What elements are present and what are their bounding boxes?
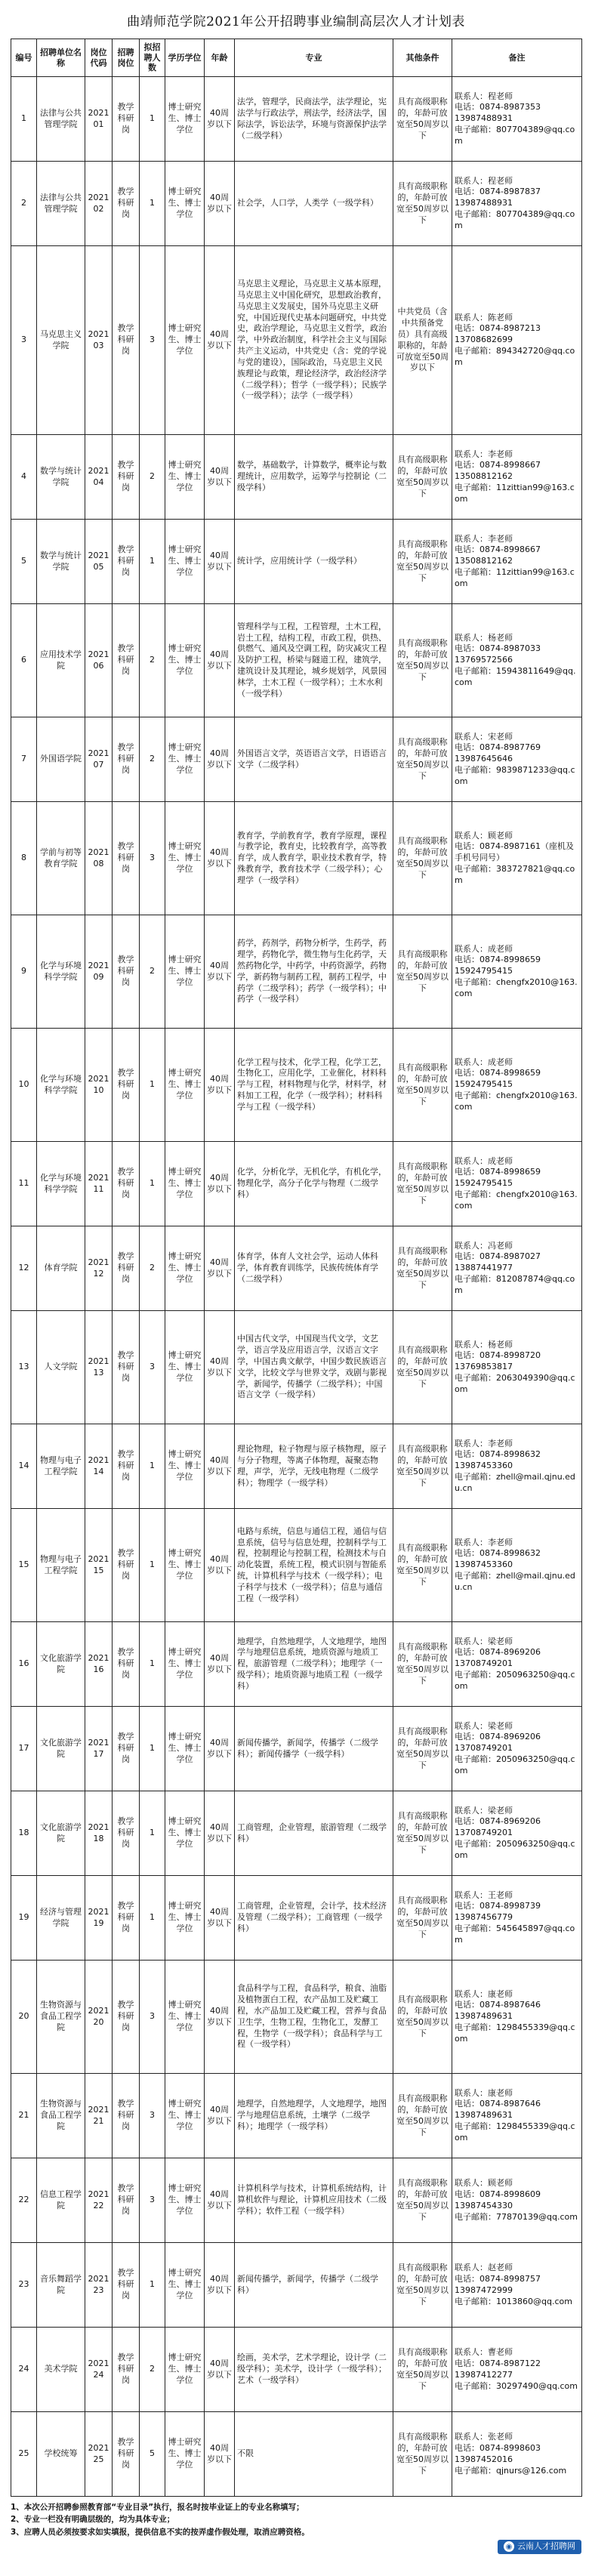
row-no: 11: [11, 1142, 37, 1226]
row-age: 40周岁以下: [205, 2328, 235, 2412]
row-major: 工商管理，企业管理，旅游管理（二级学科）: [235, 1791, 393, 1876]
row-unit: 化学与环境科学学院: [37, 1029, 85, 1142]
note-2: 2、专业一栏没有明确层级的，均为具体专业；: [11, 2515, 175, 2525]
row-code: 202104: [85, 435, 113, 520]
row-edu: 博士研究生、博士学位: [165, 802, 205, 915]
table-row: [11, 2243, 582, 2328]
row-contact: 联系人：李老师 电话：0874-8998667 13508812162 电子邮箱：11zittian99@163.com: [452, 520, 582, 604]
row-edu: 博士研究生、博士学位: [165, 1226, 205, 1311]
row-contact: 联系人：康老师 电话：0874-8987646 13987489631 电子邮箱：1298455339@qq.com: [452, 1961, 582, 2074]
table-row: [11, 162, 582, 246]
row-no: 22: [11, 2158, 37, 2243]
row-no: 12: [11, 1226, 37, 1311]
watermark-label: 云南人才招聘网: [517, 2541, 575, 2551]
row-age: 40周岁以下: [205, 1961, 235, 2074]
row-unit: 法律与公共管理学院: [37, 77, 85, 162]
row-major: 数学，基础数学，计算数学，概率论与数理统计，应用数学，运筹学与控制论（二级学科）: [235, 435, 393, 520]
row-unit: 文化旅游学院: [37, 1622, 85, 1707]
row-num: 3: [140, 246, 165, 435]
row-no: 23: [11, 2243, 37, 2328]
row-code: 202125: [85, 2412, 113, 2497]
table-row: [11, 1029, 582, 1142]
table-row: [11, 2074, 582, 2158]
row-post: 教学科研岗: [113, 1961, 140, 2074]
table-row: [11, 604, 582, 717]
row-edu: 博士研究生、博士学位: [165, 77, 205, 162]
row-no: 9: [11, 915, 37, 1029]
row-edu: 博士研究生、博士学位: [165, 1424, 205, 1509]
row-age: 40周岁以下: [205, 2412, 235, 2497]
row-other: 具有高级职称的，年龄可放宽至50周岁以下: [393, 2412, 452, 2497]
table-row: [11, 1142, 582, 1226]
row-major: 教育学，学前教育学，教育学原理，课程与教学论，教育史，比较教育学，高等教育学，成人教育学，职业技术教育学，特殊教育学，教育技术学（二级学科）；心理学（一级学科）: [235, 802, 393, 915]
note-1: 1、本次公开招聘参照教育部“专业目录”执行，报名时按毕业证上的专业名称填写；: [11, 2503, 304, 2513]
row-other: 具有高级职称的，年龄可放宽至50周岁以下: [393, 1961, 452, 2074]
row-major: 化学，分析化学，无机化学，有机化学，物理化学，高分子化学与物理（二级学科）: [235, 1142, 393, 1226]
row-unit: 化学与环境科学学院: [37, 1142, 85, 1226]
row-other: 具有高级职称的，年龄可放宽至50周岁以下: [393, 435, 452, 520]
row-code: 202103: [85, 246, 113, 435]
row-num: 2: [140, 717, 165, 802]
row-edu: 博士研究生、博士学位: [165, 162, 205, 246]
row-no: 3: [11, 246, 37, 435]
row-unit: 美术学院: [37, 2328, 85, 2412]
row-age: 40周岁以下: [205, 1876, 235, 1961]
row-age: 40周岁以下: [205, 435, 235, 520]
row-no: 1: [11, 77, 37, 162]
row-post: 教学科研岗: [113, 77, 140, 162]
table-row: [11, 1226, 582, 1311]
row-post: 教学科研岗: [113, 1311, 140, 1424]
row-edu: 博士研究生、博士学位: [165, 246, 205, 435]
row-edu: 博士研究生、博士学位: [165, 2328, 205, 2412]
row-age: 40周岁以下: [205, 717, 235, 802]
row-contact: 联系人：杨老师 电话：0874-8998720 13769853817 电子邮箱：2063049390@qq.com: [452, 1311, 582, 1424]
row-unit: 学校统筹: [37, 2412, 85, 2497]
table-row: [11, 1791, 582, 1876]
row-unit: 数学与统计学院: [37, 520, 85, 604]
row-num: 2: [140, 1226, 165, 1311]
row-age: 40周岁以下: [205, 604, 235, 717]
row-unit: 应用技术学院: [37, 604, 85, 717]
row-no: 5: [11, 520, 37, 604]
row-other: 具有高级职称的，年龄可放宽至50周岁以下: [393, 1622, 452, 1707]
row-code: 202124: [85, 2328, 113, 2412]
row-edu: 博士研究生、博士学位: [165, 435, 205, 520]
row-post: 教学科研岗: [113, 246, 140, 435]
row-unit: 音乐舞蹈学院: [37, 2243, 85, 2328]
row-num: 1: [140, 162, 165, 246]
table-row: [11, 246, 582, 435]
header-post: 招聘岗位: [113, 39, 140, 76]
row-num: 2: [140, 915, 165, 1029]
row-post: 教学科研岗: [113, 2243, 140, 2328]
row-code: 202119: [85, 1876, 113, 1961]
row-other: 具有高级职称的，年龄可放宽至50周岁以下: [393, 162, 452, 246]
row-num: 1: [140, 1509, 165, 1622]
row-age: 40周岁以下: [205, 1791, 235, 1876]
row-age: 40周岁以下: [205, 1707, 235, 1791]
row-age: 40周岁以下: [205, 246, 235, 435]
header-major: 专业: [235, 39, 393, 76]
row-no: 21: [11, 2074, 37, 2158]
row-major: 法学，管理学，民商法学，法学理论，宪法学与行政法学，刑法学，经济法学，国际法学，诉讼法学，环境与资源保护法学（二级学科）: [235, 77, 393, 162]
row-unit: 文化旅游学院: [37, 1791, 85, 1876]
row-no: 4: [11, 435, 37, 520]
row-contact: 联系人：赵老师 电话：0874-8998757 13987472999 电子邮箱：1013860@qq.com: [452, 2243, 582, 2328]
table-row: [11, 1424, 582, 1509]
table-header-row: [11, 39, 582, 76]
row-code: 202120: [85, 1961, 113, 2074]
row-edu: 博士研究生、博士学位: [165, 2243, 205, 2328]
header-unit: 招聘单位名称: [37, 39, 85, 76]
row-major: 地理学，自然地理学，人文地理学，地图学与地理信息系统，土壤学（二级学科）；地理学（一级学科）: [235, 2074, 393, 2158]
row-unit: 生物资源与食品工程学院: [37, 1961, 85, 2074]
row-other: 具有高级职称的，年龄可放宽至50周岁以下: [393, 1876, 452, 1961]
row-major: 计算机科学与技术，计算机系统结构，计算机软件与理论，计算机应用技术（二级学科）；软件工程（一级学科）: [235, 2158, 393, 2243]
header-other: 其他条件: [393, 39, 452, 76]
row-edu: 博士研究生、博士学位: [165, 1142, 205, 1226]
row-num: 3: [140, 802, 165, 915]
row-post: 教学科研岗: [113, 1029, 140, 1142]
row-contact: 联系人：成老师 电话：0874-8998659 15924795415 电子邮箱：chengfx2010@163.com: [452, 1142, 582, 1226]
row-major: 管理科学与工程，工程管理，土木工程，岩土工程，结构工程，市政工程，供热、供燃气、通风及空调工程，防灾减灾工程及防护工程，桥梁与隧道工程，建筑学，建筑设计及其理论，城乡规划学，风景园林学，土木工程（一级学科）；土木水利（一级学科）: [235, 604, 393, 717]
row-age: 40周岁以下: [205, 2158, 235, 2243]
row-unit: 法律与公共管理学院: [37, 162, 85, 246]
row-no: 10: [11, 1029, 37, 1142]
row-code: 202106: [85, 604, 113, 717]
row-no: 14: [11, 1424, 37, 1509]
row-post: 教学科研岗: [113, 2412, 140, 2497]
row-contact: 联系人：陈老师 电话：0874-8987213 13708682699 电子邮箱：894342720@qq.com: [452, 246, 582, 435]
table-row: [11, 717, 582, 802]
table-row: [11, 915, 582, 1029]
row-contact: 联系人：冯老师 电话：0874-8987027 13887441977 电子邮箱：812087874@qq.com: [452, 1226, 582, 1311]
row-major: 不限: [235, 2412, 393, 2497]
row-post: 教学科研岗: [113, 1876, 140, 1961]
row-post: 教学科研岗: [113, 802, 140, 915]
row-contact: 联系人：成老师 电话：0874-8998659 15924795415 电子邮箱：chengfx2010@163.com: [452, 915, 582, 1029]
header-contact: 备注: [452, 39, 582, 76]
row-code: 202109: [85, 915, 113, 1029]
row-no: 8: [11, 802, 37, 915]
row-edu: 博士研究生、博士学位: [165, 520, 205, 604]
row-post: 教学科研岗: [113, 1424, 140, 1509]
row-no: 17: [11, 1707, 37, 1791]
row-age: 40周岁以下: [205, 162, 235, 246]
row-age: 40周岁以下: [205, 802, 235, 915]
table-row: [11, 2158, 582, 2243]
header-no: 编号: [11, 39, 37, 76]
row-major: 化学工程与技术，化学工程，化学工艺，生物化工，应用化学，工业催化，材料科学与工程，材料物理与化学，材料学，材料加工工程，化学（一级学科）；材料科学与工程（一级学科）: [235, 1029, 393, 1142]
row-unit: 信息工程学院: [37, 2158, 85, 2243]
row-other: 具有高级职称的，年龄可放宽至50周岁以下: [393, 77, 452, 162]
row-num: 3: [140, 2158, 165, 2243]
row-edu: 博士研究生、博士学位: [165, 1707, 205, 1791]
row-major: 社会学，人口学，人类学（一级学科）: [235, 162, 393, 246]
row-code: 202116: [85, 1622, 113, 1707]
row-no: 25: [11, 2412, 37, 2497]
wechat-icon: ◉: [504, 2541, 514, 2552]
row-post: 教学科研岗: [113, 1791, 140, 1876]
row-other: 具有高级职称的，年龄可放宽至50周岁以下: [393, 2158, 452, 2243]
row-post: 教学科研岗: [113, 915, 140, 1029]
row-num: 3: [140, 1961, 165, 2074]
row-code: 202102: [85, 162, 113, 246]
row-major: 体育学，体育人文社会学，运动人体科学，体育教育训练学，民族传统体育学（二级学科）: [235, 1226, 393, 1311]
row-no: 18: [11, 1791, 37, 1876]
row-contact: 联系人：梁老师 电话：0874-8969206 13708749201 电子邮箱：2050963250@qq.com: [452, 1622, 582, 1707]
watermark: [498, 2540, 581, 2554]
row-no: 7: [11, 717, 37, 802]
row-code: 202115: [85, 1509, 113, 1622]
header-age: 年龄: [205, 39, 235, 76]
header-code: 岗位代码: [85, 39, 113, 76]
row-major: 新闻传播学，新闻学，传播学（二级学科）；新闻传播学（一级学科）: [235, 1707, 393, 1791]
table-row: [11, 2412, 582, 2497]
note-3: 3、应聘人员必须按要求如实填报，提供信息不实的按弄虚作假处理，取消应聘资格。: [11, 2527, 310, 2537]
row-no: 6: [11, 604, 37, 717]
row-unit: 文化旅游学院: [37, 1707, 85, 1791]
row-code: 202107: [85, 717, 113, 802]
row-code: 202101: [85, 77, 113, 162]
row-num: 1: [140, 1707, 165, 1791]
row-unit: 物理与电子工程学院: [37, 1509, 85, 1622]
row-code: 202108: [85, 802, 113, 915]
row-unit: 外国语学院: [37, 717, 85, 802]
row-post: 教学科研岗: [113, 2158, 140, 2243]
table-row: [11, 520, 582, 604]
row-code: 202113: [85, 1311, 113, 1424]
row-post: 教学科研岗: [113, 162, 140, 246]
table-row: [11, 1961, 582, 2074]
row-major: 食品科学与工程，食品科学，粮食、油脂及植物蛋白工程，农产品加工及贮藏工程，水产品加工及贮藏工程，营养与食品卫生学，生物工程，生物化工，发酵工程，生物学（一级学科）；食品科学与工程（一级学科）: [235, 1961, 393, 2074]
row-no: 15: [11, 1509, 37, 1622]
row-edu: 博士研究生、博士学位: [165, 1029, 205, 1142]
row-major: 理论物理，粒子物理与原子核物理，原子与分子物理，等离子体物理，凝聚态物理，声学，光学，无线电物理（二级学科）；物理学（一级学科）: [235, 1424, 393, 1509]
row-num: 1: [140, 1876, 165, 1961]
row-num: 5: [140, 2412, 165, 2497]
row-contact: 联系人：顾老师 电话：0874-8987161（座机及手机号同号） 电子邮箱：383727821@qq.com: [452, 802, 582, 915]
row-other: 具有高级职称的，年龄可放宽至50周岁以下: [393, 1707, 452, 1791]
row-contact: 联系人：李老师 电话：0874-8998632 13987453360 电子邮箱：zhell@mail.qjnu.edu.cn: [452, 1424, 582, 1509]
row-contact: 联系人：杨老师 电话：0874-8987033 13769572566 电子邮箱：15943811649@qq.com: [452, 604, 582, 717]
row-major: 外国语言文学，英语语言文学，日语语言文学（二级学科）: [235, 717, 393, 802]
row-post: 教学科研岗: [113, 520, 140, 604]
row-other: 具有高级职称的，年龄可放宽至50周岁以下: [393, 1791, 452, 1876]
table-row: [11, 1622, 582, 1707]
row-other: 具有高级职称的，年龄可放宽至50周岁以下: [393, 1029, 452, 1142]
row-post: 教学科研岗: [113, 1509, 140, 1622]
row-major: 电路与系统，信息与通信工程，通信与信息系统，信号与信息处理，控制科学与工程，控制理论与控制工程，检测技术与自动化装置，系统工程，模式识别与智能系统，计算机科学与技术（一级学科）；电子科学与技术（一级学科）；信息与通信工程（一级学科）: [235, 1509, 393, 1622]
row-no: 24: [11, 2328, 37, 2412]
row-age: 40周岁以下: [205, 1311, 235, 1424]
row-other: 具有高级职称的，年龄可放宽至50周岁以下: [393, 1509, 452, 1622]
row-other: 具有高级职称的，年龄可放宽至50周岁以下: [393, 1424, 452, 1509]
row-contact: 联系人：程老师 电话：0874-8987353 13987488931 电子邮箱：807704389@qq.com: [452, 77, 582, 162]
row-no: 16: [11, 1622, 37, 1707]
row-post: 教学科研岗: [113, 2074, 140, 2158]
row-code: 202117: [85, 1707, 113, 1791]
row-unit: 学前与初等教育学院: [37, 802, 85, 915]
row-code: 202105: [85, 520, 113, 604]
row-num: 1: [140, 1622, 165, 1707]
row-code: 202123: [85, 2243, 113, 2328]
row-major: 新闻传播学，新闻学，传播学（二级学科）: [235, 2243, 393, 2328]
row-age: 40周岁以下: [205, 1509, 235, 1622]
row-age: 40周岁以下: [205, 77, 235, 162]
recruitment-table: [11, 39, 582, 2497]
row-edu: 博士研究生、博士学位: [165, 2412, 205, 2497]
row-code: 202121: [85, 2074, 113, 2158]
row-edu: 博士研究生、博士学位: [165, 2074, 205, 2158]
row-unit: 生物资源与食品工程学院: [37, 2074, 85, 2158]
row-unit: 人文学院: [37, 1311, 85, 1424]
row-edu: 博士研究生、博士学位: [165, 1791, 205, 1876]
row-age: 40周岁以下: [205, 915, 235, 1029]
row-num: 1: [140, 1142, 165, 1226]
row-age: 40周岁以下: [205, 1424, 235, 1509]
row-contact: 联系人：梁老师 电话：0874-8969206 13708749201 电子邮箱：2050963250@qq.com: [452, 1707, 582, 1791]
row-age: 40周岁以下: [205, 1142, 235, 1226]
row-post: 教学科研岗: [113, 435, 140, 520]
row-major: 统计学，应用统计学（一级学科）: [235, 520, 393, 604]
row-edu: 博士研究生、博士学位: [165, 1311, 205, 1424]
table-body: [11, 77, 582, 2497]
row-unit: 化学与环境科学学院: [37, 915, 85, 1029]
row-other: 具有高级职称的，年龄可放宽至50周岁以下: [393, 2074, 452, 2158]
row-major: 马克思主义理论，马克思主义基本原理，马克思主义中国化研究，思想政治教育，马克思主义发展史，国外马克思主义研究，中国近现代史基本问题研究，中共党史，政治学理论，马克思主义哲学，政治学，中外政治制度，科学社会主义与国际共产主义运动，中共党史（含：党的学说与党的建设），国际政治，马克思主义民族理论与政策，理论经济学，政治经济学（二级学科）；哲学（一级学科）；民族学（一级学科）；法学（一级学科）: [235, 246, 393, 435]
table-row: [11, 1509, 582, 1622]
row-edu: 博士研究生、博士学位: [165, 1876, 205, 1961]
row-post: 教学科研岗: [113, 1142, 140, 1226]
row-edu: 博士研究生、博士学位: [165, 1961, 205, 2074]
row-other: 具有高级职称的，年龄可放宽至50周岁以下: [393, 2328, 452, 2412]
row-num: 1: [140, 1029, 165, 1142]
row-age: 40周岁以下: [205, 1226, 235, 1311]
row-code: 202111: [85, 1142, 113, 1226]
row-unit: 马克思主义学院: [37, 246, 85, 435]
row-code: 202114: [85, 1424, 113, 1509]
row-post: 教学科研岗: [113, 604, 140, 717]
row-contact: 联系人：曹老师 电话：0874-8987122 13987412277 电子邮箱：30297490@qq.com: [452, 2328, 582, 2412]
table-row: [11, 1707, 582, 1791]
row-num: 1: [140, 2243, 165, 2328]
row-age: 40周岁以下: [205, 1622, 235, 1707]
row-other: 具有高级职称的，年龄可放宽至50周岁以下: [393, 1311, 452, 1424]
row-contact: 联系人：成老师 电话：0874-8998659 15924795415 电子邮箱：chengfx2010@163.com: [452, 1029, 582, 1142]
row-unit: 体育学院: [37, 1226, 85, 1311]
row-contact: 联系人：王老师 电话：0874-8998739 13987456779 电子邮箱：545645897@qq.com: [452, 1876, 582, 1961]
row-other: 中共党员（含中共预备党员）具有高级职称的，年龄可放宽至50周岁以下: [393, 246, 452, 435]
row-edu: 博士研究生、博士学位: [165, 915, 205, 1029]
row-code: 202110: [85, 1029, 113, 1142]
row-no: 20: [11, 1961, 37, 2074]
row-other: 具有高级职称的，年龄可放宽至50周岁以下: [393, 604, 452, 717]
row-other: 具有高级职称的，年龄可放宽至50周岁以下: [393, 915, 452, 1029]
row-post: 教学科研岗: [113, 2328, 140, 2412]
row-major: 绘画，美术学，艺术学理论，设计学（二级学科）；美术学，设计学（一级学科）；艺术（一级学科）: [235, 2328, 393, 2412]
row-edu: 博士研究生、博士学位: [165, 717, 205, 802]
row-contact: 联系人：梁老师 电话：0874-8969206 13708749201 电子邮箱：2050963250@qq.com: [452, 1791, 582, 1876]
row-num: 3: [140, 1311, 165, 1424]
row-post: 教学科研岗: [113, 1707, 140, 1791]
row-other: 具有高级职称的，年龄可放宽至50周岁以下: [393, 1226, 452, 1311]
row-num: 1: [140, 77, 165, 162]
notes: [11, 2501, 581, 2538]
row-post: 教学科研岗: [113, 717, 140, 802]
table-row: [11, 802, 582, 915]
row-no: 2: [11, 162, 37, 246]
header-edu: 学历学位: [165, 39, 205, 76]
row-unit: 经济与管理学院: [37, 1876, 85, 1961]
row-code: 202122: [85, 2158, 113, 2243]
row-age: 40周岁以下: [205, 2074, 235, 2158]
row-no: 19: [11, 1876, 37, 1961]
row-other: 具有高级职称的，年龄可放宽至50周岁以下: [393, 2243, 452, 2328]
row-num: 2: [140, 435, 165, 520]
row-age: 40周岁以下: [205, 2243, 235, 2328]
row-other: 具有高级职称的，年龄可放宽至50周岁以下: [393, 1142, 452, 1226]
row-other: 具有高级职称的，年龄可放宽至50周岁以下: [393, 802, 452, 915]
row-contact: 联系人：李老师 电话：0874-8998632 13987453360 电子邮箱：zhell@mail.qjnu.edu.cn: [452, 1509, 582, 1622]
row-other: 具有高级职称的，年龄可放宽至50周岁以下: [393, 520, 452, 604]
row-no: 13: [11, 1311, 37, 1424]
row-other: 具有高级职称的，年龄可放宽至50周岁以下: [393, 717, 452, 802]
row-major: 工商管理，企业管理，会计学，技术经济及管理（二级学科）；工商管理（一级学科）: [235, 1876, 393, 1961]
row-post: 教学科研岗: [113, 1226, 140, 1311]
row-edu: 博士研究生、博士学位: [165, 1509, 205, 1622]
table-row: [11, 1311, 582, 1424]
header-num: 拟招聘人数: [140, 39, 165, 76]
row-num: 2: [140, 2328, 165, 2412]
row-edu: 博士研究生、博士学位: [165, 1622, 205, 1707]
row-num: 2: [140, 604, 165, 717]
row-num: 1: [140, 1424, 165, 1509]
row-major: 中国古代文学，中国现当代文学，文艺学，语言学及应用语言学，汉语言文字学，中国古典文献学，中国少数民族语言文学，比较文学与世界文学，戏剧与影视学，新闻学，传播学（二级学科）；中国语言文学（一级学科）: [235, 1311, 393, 1424]
row-code: 202118: [85, 1791, 113, 1876]
row-age: 40周岁以下: [205, 520, 235, 604]
row-code: 202112: [85, 1226, 113, 1311]
row-contact: 联系人：宋老师 电话：0874-8987769 13987645646 电子邮箱：9839871233@qq.com: [452, 717, 582, 802]
row-unit: 数学与统计学院: [37, 435, 85, 520]
row-contact: 联系人：顾老师 电话：0874-8998609 13987454330 电子邮箱：77870139@qq.com: [452, 2158, 582, 2243]
row-major: 地理学，自然地理学，人文地理学，地图学与地理信息系统，地质资源与地质工程，旅游管理（二级学科）；地理学（一级学科）；地质资源与地质工程（一级学科）: [235, 1622, 393, 1707]
row-unit: 物理与电子工程学院: [37, 1424, 85, 1509]
row-age: 40周岁以下: [205, 1029, 235, 1142]
row-num: 1: [140, 520, 165, 604]
footer: [11, 2540, 581, 2554]
row-edu: 博士研究生、博士学位: [165, 604, 205, 717]
table-row: [11, 2328, 582, 2412]
table-row: [11, 77, 582, 162]
row-contact: 联系人：李老师 电话：0874-8998667 13508812162 电子邮箱：11zittian99@163.com: [452, 435, 582, 520]
row-contact: 联系人：程老师 电话：0874-8987837 13987488931 电子邮箱：807704389@qq.com: [452, 162, 582, 246]
row-contact: 联系人：张老师 电话：0874-8998603 13987452016 电子邮箱：qjnurs@126.com: [452, 2412, 582, 2497]
row-num: 1: [140, 1791, 165, 1876]
table-row: [11, 1876, 582, 1961]
row-num: 3: [140, 2074, 165, 2158]
row-contact: 联系人：康老师 电话：0874-8987646 13987489631 电子邮箱：1298455339@qq.com: [452, 2074, 582, 2158]
row-post: 教学科研岗: [113, 1622, 140, 1707]
row-edu: 博士研究生、博士学位: [165, 2158, 205, 2243]
page-title: 曲靖师范学院2021年公开招聘事业编制高层次人才计划表: [127, 14, 465, 29]
table-row: [11, 435, 582, 520]
row-major: 药学，药剂学，药物分析学，生药学，药理学，药物化学，微生物与生化药学，天然药物化学，中药学，中药资源学，药物学，新药物与制药工程，制药工程学，中药学（二级学科）；药学（一级学科）；中药学（一级学科）: [235, 915, 393, 1029]
